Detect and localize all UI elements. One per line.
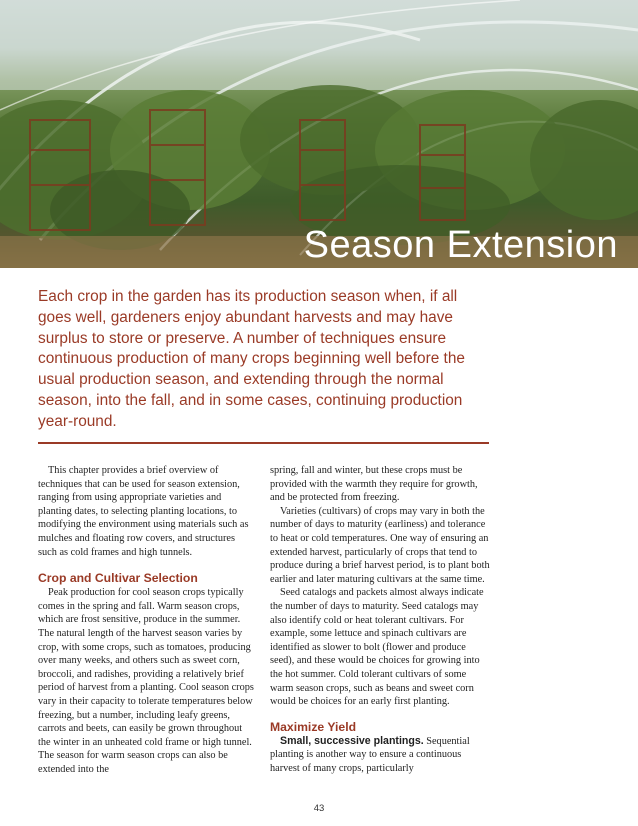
page-title: Season Extension (303, 224, 618, 266)
maximize-yield-heading: Maximize Yield (270, 719, 357, 734)
seed-catalogs-paragraph: Seed catalogs and packets almost always indicate the number of days to maturity. Seed catalogs may also identify cold or heat tolerant cultivars. For example, some lettuce and spinach cultivars are identified as slower to bolt (flower and produce seed), and these would be choices for growing into the hot summer. Cold tolerant cultivars of some warm season crops, such as beans and sweet corn would be choices for an early first planting. (270, 587, 484, 708)
left-column (38, 464, 254, 776)
run-in-heading: Small, successive plantings. (280, 734, 424, 747)
successive-plantings-paragraph (270, 735, 490, 776)
successive-plantings-text: Sequential planting is another way to ensure a continuous harvest of many crops, particularly (270, 735, 470, 774)
section-divider (38, 442, 489, 444)
varieties-paragraph: Varieties (cultivars) of crops may vary in both the number of days to maturity (earliness) and tolerance to heat or cold temperatures. One way of ensuring an extended harvest, particularly of crops that tend to produce during a brief harvest period, is to plant both earlier and later maturing cultivars at the same time. (270, 505, 490, 585)
page-number: 43 (313, 803, 325, 814)
right-column (270, 464, 490, 775)
overview-paragraph: This chapter provides a brief overview of techniques that can be used for season extension, ranging from using appropriate varieties and planting dates, to selecting planting locations, to modifying the environment using materials such as mulches and floating row covers, and structures such as cold frames and high tunnels. (38, 465, 249, 558)
continuation-paragraph: spring, fall and winter, but these crops must be provided with the warmth they require for growth, and be protected from freezing. (270, 465, 478, 504)
intro-paragraph: Each crop in the garden has its production season when, if all goes well, gardeners enjoy abundant harvests and may have surplus to store or preserve. A number of techniques ensure continuous production of many crops beginning well before the usual production season, and extending through the normal season, into the fall, and in some cases, continuing production year-round. (38, 288, 465, 430)
crop-cultivar-heading: Crop and Cultivar Selection (38, 571, 198, 586)
peak-production-paragraph: Peak production for cool season crops typically comes in the spring and fall. Warm season crops, which are frost sensitive, produce in the summer. The natural length of the harvest season varies by crop, with some crops, such as tomatoes, producing over many weeks, and others such as sweet corn, broccoli, and radishes, providing a relatively brief period of harvest from a planting. Cool season crops vary in their capacity to tolerate temperatures below freezing, but a number, including leafy greens, carrots and beets, can easily be grown throughout the winter in an unheated cold frame or high tunnel. The season for warm season crops can also be extended into the (38, 587, 254, 775)
hero-photo (0, 0, 638, 268)
